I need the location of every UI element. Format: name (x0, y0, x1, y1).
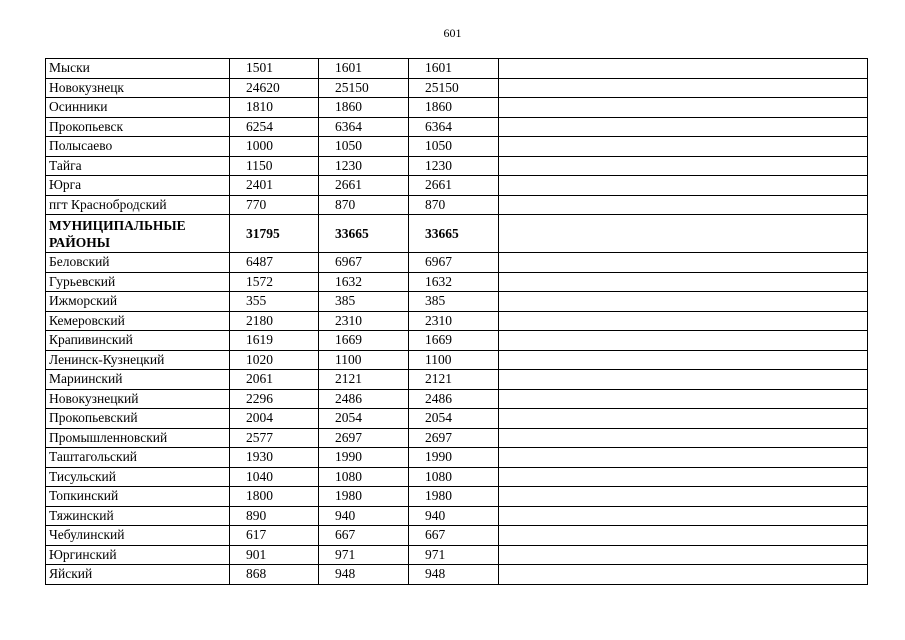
row-value-1-cell: 1930 (230, 448, 319, 468)
row-value-1-cell: 2577 (230, 428, 319, 448)
row-name-cell: Тисульский (46, 467, 230, 487)
row-value-1-cell: 1150 (230, 156, 319, 176)
row-empty-cell (499, 117, 868, 137)
table-row (46, 195, 868, 215)
row-name-cell: Таштагольский (46, 448, 230, 468)
table-row (46, 389, 868, 409)
row-value-3-cell: 6364 (409, 117, 499, 137)
row-value-1-cell: 868 (230, 565, 319, 585)
table-row (46, 487, 868, 507)
row-empty-cell (499, 389, 868, 409)
row-value-3-cell: 1100 (409, 350, 499, 370)
row-value-1-cell: 1572 (230, 272, 319, 292)
table-row (46, 428, 868, 448)
row-value-1-cell: 6487 (230, 253, 319, 273)
row-empty-cell (499, 272, 868, 292)
row-value-2-cell: 1100 (319, 350, 409, 370)
row-name-cell: Прокопьевский (46, 409, 230, 429)
table-row (46, 272, 868, 292)
table-row (46, 467, 868, 487)
row-value-2-cell: 940 (319, 506, 409, 526)
row-empty-cell (499, 565, 868, 585)
row-value-2-cell: 2661 (319, 176, 409, 196)
row-value-2-cell: 2486 (319, 389, 409, 409)
row-value-1-cell: 6254 (230, 117, 319, 137)
row-value-3-cell: 667 (409, 526, 499, 546)
row-empty-cell (499, 370, 868, 390)
row-empty-cell (499, 156, 868, 176)
row-name-cell: Беловский (46, 253, 230, 273)
row-value-1-cell: 890 (230, 506, 319, 526)
row-value-1-cell: 2061 (230, 370, 319, 390)
row-value-3-cell: 1860 (409, 98, 499, 118)
row-value-2-cell: 385 (319, 292, 409, 312)
table-row (46, 448, 868, 468)
table-row (46, 98, 868, 118)
table-row (46, 156, 868, 176)
row-empty-cell (499, 331, 868, 351)
row-value-3-cell: 1080 (409, 467, 499, 487)
row-name-cell: Прокопьевск (46, 117, 230, 137)
row-value-3-cell: 2697 (409, 428, 499, 448)
row-value-1-cell: 1800 (230, 487, 319, 507)
row-value-1-cell: 2296 (230, 389, 319, 409)
row-value-2-cell: 2054 (319, 409, 409, 429)
row-empty-cell (499, 215, 868, 253)
row-value-2-cell: 870 (319, 195, 409, 215)
row-value-3-cell: 25150 (409, 78, 499, 98)
row-value-2-cell: 1601 (319, 59, 409, 79)
row-value-2-cell: 971 (319, 545, 409, 565)
row-value-1-cell: 24620 (230, 78, 319, 98)
row-name-cell: Ижморский (46, 292, 230, 312)
row-name-cell: Крапивинский (46, 331, 230, 351)
row-value-3-cell: 1632 (409, 272, 499, 292)
row-name-cell: пгт Краснобродский (46, 195, 230, 215)
row-value-2-cell: 2697 (319, 428, 409, 448)
row-value-1-cell: 1619 (230, 331, 319, 351)
row-value-2-cell: 33665 (319, 215, 409, 253)
row-value-3-cell: 1230 (409, 156, 499, 176)
row-name-cell: Юрга (46, 176, 230, 196)
row-value-2-cell: 25150 (319, 78, 409, 98)
row-value-2-cell: 1632 (319, 272, 409, 292)
row-empty-cell (499, 487, 868, 507)
row-value-2-cell: 2310 (319, 311, 409, 331)
row-name-cell: Яйский (46, 565, 230, 585)
row-empty-cell (499, 467, 868, 487)
table-row (46, 292, 868, 312)
row-value-2-cell: 1860 (319, 98, 409, 118)
row-value-3-cell: 971 (409, 545, 499, 565)
row-name-cell: Юргинский (46, 545, 230, 565)
row-empty-cell (499, 195, 868, 215)
row-empty-cell (499, 350, 868, 370)
row-value-3-cell: 1601 (409, 59, 499, 79)
group-row (46, 215, 868, 253)
row-value-2-cell: 1230 (319, 156, 409, 176)
row-name-cell: Новокузнецкий (46, 389, 230, 409)
table-row (46, 526, 868, 546)
row-name-cell: Новокузнецк (46, 78, 230, 98)
row-value-2-cell: 6967 (319, 253, 409, 273)
row-value-2-cell: 667 (319, 526, 409, 546)
table-row (46, 176, 868, 196)
table-row (46, 409, 868, 429)
row-value-1-cell: 901 (230, 545, 319, 565)
row-name-cell: Мариинский (46, 370, 230, 390)
row-value-2-cell: 1990 (319, 448, 409, 468)
row-value-2-cell: 6364 (319, 117, 409, 137)
row-value-3-cell: 2054 (409, 409, 499, 429)
table-row (46, 78, 868, 98)
row-empty-cell (499, 137, 868, 157)
table-row (46, 350, 868, 370)
row-value-1-cell: 2180 (230, 311, 319, 331)
row-name-cell: Мыски (46, 59, 230, 79)
row-value-3-cell: 948 (409, 565, 499, 585)
row-empty-cell (499, 176, 868, 196)
row-value-3-cell: 2310 (409, 311, 499, 331)
row-empty-cell (499, 526, 868, 546)
row-value-3-cell: 940 (409, 506, 499, 526)
table-row (46, 311, 868, 331)
row-name-cell: Топкинский (46, 487, 230, 507)
row-value-1-cell: 1020 (230, 350, 319, 370)
row-value-1-cell: 770 (230, 195, 319, 215)
row-empty-cell (499, 78, 868, 98)
table-row (46, 253, 868, 273)
row-value-1-cell: 31795 (230, 215, 319, 253)
row-value-1-cell: 1810 (230, 98, 319, 118)
row-value-3-cell: 1669 (409, 331, 499, 351)
row-value-3-cell: 33665 (409, 215, 499, 253)
row-value-2-cell: 1980 (319, 487, 409, 507)
row-value-2-cell: 1050 (319, 137, 409, 157)
row-name-cell: Чебулинский (46, 526, 230, 546)
row-value-2-cell: 2121 (319, 370, 409, 390)
row-value-3-cell: 2486 (409, 389, 499, 409)
row-name-cell: Тяжинский (46, 506, 230, 526)
row-empty-cell (499, 506, 868, 526)
row-value-1-cell: 2004 (230, 409, 319, 429)
row-value-2-cell: 948 (319, 565, 409, 585)
row-value-3-cell: 870 (409, 195, 499, 215)
row-value-3-cell: 2661 (409, 176, 499, 196)
row-empty-cell (499, 59, 868, 79)
row-value-3-cell: 2121 (409, 370, 499, 390)
row-name-cell: Осинники (46, 98, 230, 118)
row-empty-cell (499, 428, 868, 448)
row-name-cell: Полысаево (46, 137, 230, 157)
row-name-cell: Тайга (46, 156, 230, 176)
table-row (46, 331, 868, 351)
row-name-cell: Ленинск-Кузнецкий (46, 350, 230, 370)
row-value-1-cell: 617 (230, 526, 319, 546)
row-empty-cell (499, 545, 868, 565)
row-value-2-cell: 1080 (319, 467, 409, 487)
row-value-1-cell: 355 (230, 292, 319, 312)
row-value-1-cell: 2401 (230, 176, 319, 196)
row-empty-cell (499, 409, 868, 429)
row-value-1-cell: 1040 (230, 467, 319, 487)
row-value-3-cell: 385 (409, 292, 499, 312)
data-table (45, 58, 868, 585)
table-row (46, 506, 868, 526)
row-value-1-cell: 1000 (230, 137, 319, 157)
row-value-3-cell: 1980 (409, 487, 499, 507)
table-row (46, 59, 868, 79)
row-value-2-cell: 1669 (319, 331, 409, 351)
table-row (46, 137, 868, 157)
row-empty-cell (499, 98, 868, 118)
row-name-cell: Гурьевский (46, 272, 230, 292)
row-name-cell: Кемеровский (46, 311, 230, 331)
row-empty-cell (499, 448, 868, 468)
row-value-3-cell: 1050 (409, 137, 499, 157)
table-row (46, 545, 868, 565)
row-value-3-cell: 1990 (409, 448, 499, 468)
row-name-cell: МУНИЦИПАЛЬНЫЕ РАЙОНЫ (46, 215, 230, 253)
row-empty-cell (499, 253, 868, 273)
table-row (46, 370, 868, 390)
row-empty-cell (499, 311, 868, 331)
row-value-3-cell: 6967 (409, 253, 499, 273)
table-body (46, 59, 868, 585)
table-row (46, 117, 868, 137)
row-value-1-cell: 1501 (230, 59, 319, 79)
table-row (46, 565, 868, 585)
row-name-cell: Промышленновский (46, 428, 230, 448)
row-empty-cell (499, 292, 868, 312)
page-number: 601 (443, 26, 462, 40)
